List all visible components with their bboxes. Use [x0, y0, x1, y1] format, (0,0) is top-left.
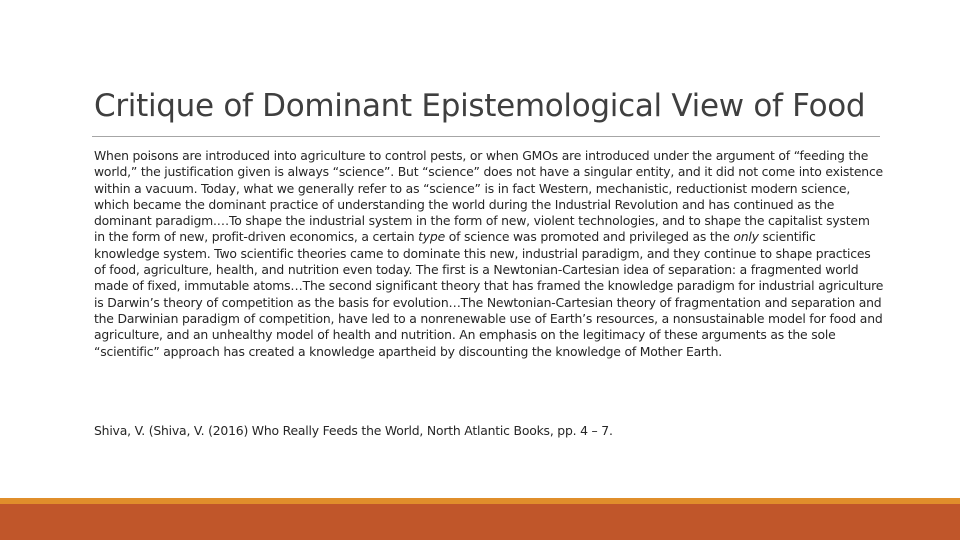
slide-title: Critique of Dominant Epistemological View of Food	[94, 88, 866, 124]
citation: Shiva, V. (Shiva, V. (2016) Who Really Feeds the World, North Atlantic Books, pp. 4 – 7.	[94, 423, 613, 438]
body-emphasis-only: only	[733, 229, 759, 245]
body-quote	[94, 148, 884, 360]
title-divider	[92, 136, 880, 137]
body-text-part-2: of science was promoted and privileged as the	[445, 229, 734, 245]
body-text-part-1: When poisons are introduced into agriculture to control pests, or when GMOs are introduced under the argument of “feeding the world,” the justification given is always “science”. But “science” does not have a singular entity, and it did not come into existence within a vacuum. Today, what we generally refer to as “science” is in fact Western, mechanistic, reductionist modern science, which became the dominant practice of understanding the world during the Industrial Revolution and has continued as the dominant paradigm.…To shape the industrial system in the form of new, violent technologies, and to shape the capitalist system in the form of new, profit-driven economics, a certain	[94, 148, 883, 245]
body-text-part-3: scientific knowledge system. Two scientific theories came to dominate this new, industrial paradigm, and they continue to shape practices of food, agriculture, health, and nutrition even today. The first is a Newtonian-Cartesian idea of separation: a fragmented world made of fixed, immutable atoms…The second significant theory that has framed the knowledge paradigm for industrial agriculture is Darwin’s theory of competition as the basis for evolution…The Newtonian-Cartesian theory of fragmentation and separation and the Darwinian paradigm of competition, have led to a nonrenewable use of Earth’s resources, a nonsustainable model for food and agriculture, and an unhealthy model of health and nutrition. An emphasis on the legitimacy of these arguments as the sole “scientific” approach has created a knowledge apartheid by discounting the knowledge of Mother Earth.	[94, 229, 884, 359]
body-emphasis-type: type	[418, 229, 446, 245]
footer-accent-bar	[0, 504, 960, 540]
